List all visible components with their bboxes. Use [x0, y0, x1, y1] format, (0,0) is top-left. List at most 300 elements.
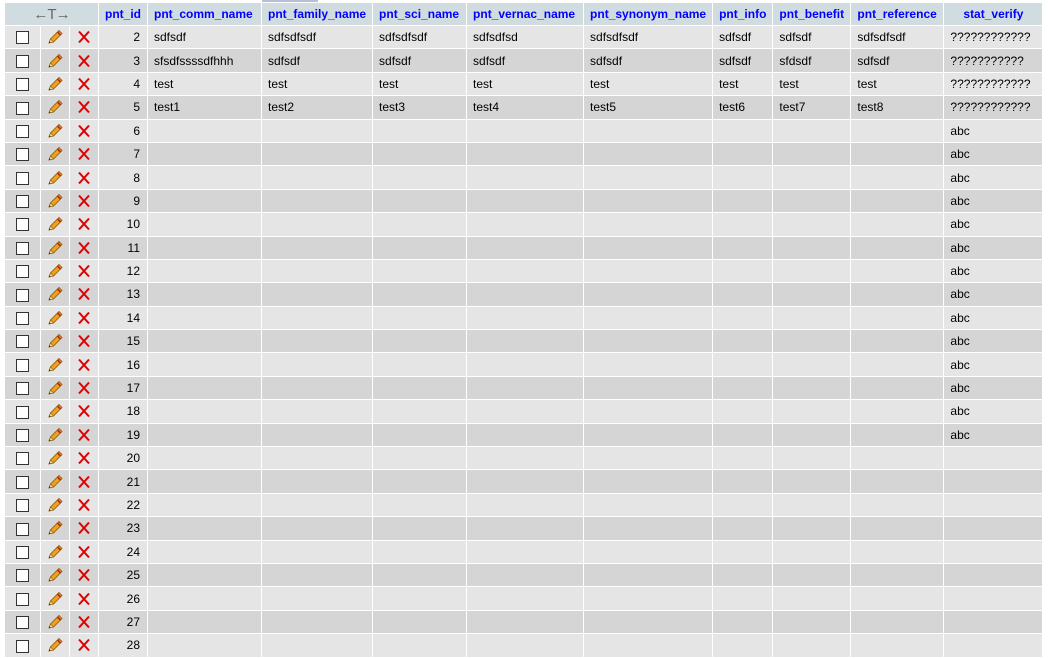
- row-checkbox[interactable]: [16, 359, 29, 372]
- cell-stat-verify: [944, 470, 1042, 492]
- delete-x-icon[interactable]: [75, 544, 93, 558]
- table-row[interactable]: [5, 260, 1042, 282]
- pencil-icon[interactable]: [46, 474, 64, 488]
- cell-pnt-id: 16: [99, 353, 147, 375]
- delete-cell: [70, 470, 98, 492]
- row-checkbox-cell: [5, 49, 40, 71]
- cell-pnt-vernac-name: [467, 283, 583, 305]
- cell-pnt-reference: [851, 213, 943, 235]
- cell-pnt-comm-name: [148, 166, 261, 188]
- delete-x-icon[interactable]: [75, 146, 93, 160]
- cell-pnt-reference: [851, 237, 943, 259]
- delete-x-icon[interactable]: [75, 216, 93, 230]
- row-checkbox-cell: [5, 307, 40, 329]
- table-row[interactable]: [5, 587, 1042, 609]
- cell-pnt-family-name: [262, 400, 372, 422]
- table-row[interactable]: [5, 190, 1042, 212]
- cell-pnt-info: [713, 400, 772, 422]
- delete-x-icon[interactable]: [75, 404, 93, 418]
- edit-cell: [41, 353, 69, 375]
- delete-x-icon[interactable]: [75, 380, 93, 394]
- edit-cell: [41, 517, 69, 539]
- column-header-pnt-reference[interactable]: pnt_reference: [851, 3, 943, 25]
- cell-pnt-benefit: test: [773, 73, 850, 95]
- cell-pnt-benefit: [773, 541, 850, 563]
- table-row[interactable]: [5, 49, 1042, 71]
- cell-pnt-sci-name: [373, 470, 466, 492]
- cell-pnt-family-name: [262, 120, 372, 142]
- delete-x-icon[interactable]: [75, 427, 93, 441]
- cell-pnt-reference: [851, 494, 943, 516]
- delete-x-icon[interactable]: [75, 53, 93, 67]
- delete-x-icon[interactable]: [75, 263, 93, 277]
- cell-stat-verify: ???????????: [944, 49, 1042, 71]
- pencil-icon[interactable]: [46, 53, 64, 67]
- row-checkbox[interactable]: [16, 55, 29, 68]
- pencil-icon[interactable]: [46, 287, 64, 301]
- delete-x-icon[interactable]: [75, 450, 93, 464]
- cell-pnt-family-name: [262, 283, 372, 305]
- pencil-icon[interactable]: [46, 216, 64, 230]
- table-row[interactable]: [5, 541, 1042, 563]
- cell-pnt-id: 5: [99, 96, 147, 118]
- cell-pnt-comm-name: [148, 447, 261, 469]
- row-checkbox-cell: [5, 470, 40, 492]
- cell-pnt-vernac-name: test: [467, 73, 583, 95]
- cell-pnt-reference: [851, 330, 943, 352]
- pencil-icon[interactable]: [46, 146, 64, 160]
- delete-cell: [70, 307, 98, 329]
- cell-stat-verify: abc: [944, 143, 1042, 165]
- row-checkbox[interactable]: [16, 406, 29, 419]
- cell-pnt-comm-name: [148, 190, 261, 212]
- pencil-icon[interactable]: [46, 614, 64, 628]
- table-row[interactable]: [5, 213, 1042, 235]
- row-checkbox[interactable]: [16, 569, 29, 582]
- cell-pnt-vernac-name: [467, 213, 583, 235]
- cell-pnt-benefit: [773, 330, 850, 352]
- delete-cell: [70, 353, 98, 375]
- cell-pnt-id: 22: [99, 494, 147, 516]
- row-checkbox[interactable]: [16, 429, 29, 442]
- cell-pnt-reference: [851, 517, 943, 539]
- table-row[interactable]: [5, 377, 1042, 399]
- delete-x-icon[interactable]: [75, 29, 93, 43]
- table-row[interactable]: [5, 237, 1042, 259]
- cell-pnt-vernac-name: [467, 564, 583, 586]
- table-row[interactable]: [5, 143, 1042, 165]
- cell-pnt-benefit: [773, 353, 850, 375]
- row-checkbox-cell: [5, 283, 40, 305]
- delete-cell: [70, 634, 98, 656]
- delete-cell: [70, 330, 98, 352]
- cell-pnt-synonym-name: sdfsdfsdf: [584, 26, 712, 48]
- cell-pnt-vernac-name: sdfsdf: [467, 49, 583, 71]
- edit-cell: [41, 634, 69, 656]
- delete-x-icon[interactable]: [75, 638, 93, 652]
- pencil-icon[interactable]: [46, 497, 64, 511]
- row-checkbox-cell: [5, 237, 40, 259]
- cell-pnt-sci-name: [373, 424, 466, 446]
- row-checkbox[interactable]: [16, 31, 29, 44]
- cell-pnt-benefit: [773, 517, 850, 539]
- cell-pnt-comm-name: test: [148, 73, 261, 95]
- cell-pnt-info: [713, 237, 772, 259]
- cell-pnt-benefit: [773, 307, 850, 329]
- cell-pnt-id: 18: [99, 400, 147, 422]
- cell-stat-verify: ????????????: [944, 96, 1042, 118]
- pencil-icon[interactable]: [46, 380, 64, 394]
- delete-x-icon[interactable]: [75, 193, 93, 207]
- edit-cell: [41, 377, 69, 399]
- pencil-icon[interactable]: [46, 521, 64, 535]
- pencil-icon[interactable]: [46, 76, 64, 90]
- pencil-icon[interactable]: [46, 357, 64, 371]
- row-checkbox[interactable]: [16, 382, 29, 395]
- cell-pnt-reference: [851, 377, 943, 399]
- delete-x-icon[interactable]: [75, 521, 93, 535]
- cell-pnt-sci-name: [373, 213, 466, 235]
- pencil-icon[interactable]: [46, 193, 64, 207]
- table-row[interactable]: [5, 120, 1042, 142]
- cell-pnt-family-name: [262, 611, 372, 633]
- edit-cell: [41, 541, 69, 563]
- cell-pnt-benefit: sdfsdf: [773, 26, 850, 48]
- pencil-icon[interactable]: [46, 100, 64, 114]
- row-checkbox[interactable]: [16, 265, 29, 278]
- delete-cell: [70, 424, 98, 446]
- cell-pnt-family-name: [262, 377, 372, 399]
- row-checkbox[interactable]: [16, 218, 29, 231]
- cell-pnt-synonym-name: [584, 237, 712, 259]
- cell-pnt-id: 3: [99, 49, 147, 71]
- delete-x-icon[interactable]: [75, 310, 93, 324]
- cell-pnt-reference: test: [851, 73, 943, 95]
- cell-pnt-id: 12: [99, 260, 147, 282]
- row-checkbox[interactable]: [16, 593, 29, 606]
- cell-pnt-id: 26: [99, 587, 147, 609]
- cell-pnt-family-name: [262, 353, 372, 375]
- delete-x-icon[interactable]: [75, 357, 93, 371]
- delete-cell: [70, 611, 98, 633]
- row-checkbox[interactable]: [16, 616, 29, 629]
- row-checkbox[interactable]: [16, 546, 29, 559]
- cell-pnt-info: [713, 611, 772, 633]
- cell-pnt-reference: [851, 353, 943, 375]
- cell-pnt-benefit: [773, 447, 850, 469]
- row-checkbox-cell: [5, 213, 40, 235]
- delete-x-icon[interactable]: [75, 240, 93, 254]
- pencil-icon[interactable]: [46, 567, 64, 581]
- column-header-pnt-id[interactable]: pnt_id: [99, 3, 147, 25]
- delete-x-icon[interactable]: [75, 591, 93, 605]
- column-header-stat-verify[interactable]: stat_verify: [944, 3, 1042, 25]
- cell-pnt-synonym-name: [584, 353, 712, 375]
- column-header-pnt-benefit[interactable]: pnt_benefit: [773, 3, 850, 25]
- cell-pnt-info: [713, 587, 772, 609]
- delete-cell: [70, 377, 98, 399]
- cell-pnt-sci-name: [373, 447, 466, 469]
- cell-pnt-reference: [851, 424, 943, 446]
- row-checkbox[interactable]: [16, 476, 29, 489]
- cell-pnt-reference: sdfsdfsdf: [851, 26, 943, 48]
- cell-pnt-comm-name: [148, 634, 261, 656]
- cell-pnt-comm-name: [148, 564, 261, 586]
- cell-pnt-synonym-name: [584, 564, 712, 586]
- cell-pnt-sci-name: [373, 166, 466, 188]
- delete-cell: [70, 447, 98, 469]
- cell-pnt-comm-name: sdfsdf: [148, 26, 261, 48]
- table-row[interactable]: [5, 283, 1042, 305]
- cell-pnt-comm-name: [148, 330, 261, 352]
- delete-x-icon[interactable]: [75, 497, 93, 511]
- cell-pnt-synonym-name: [584, 400, 712, 422]
- pencil-icon[interactable]: [46, 29, 64, 43]
- cell-pnt-vernac-name: sdfsdfsd: [467, 26, 583, 48]
- cell-pnt-comm-name: [148, 307, 261, 329]
- cell-pnt-family-name: [262, 541, 372, 563]
- cell-pnt-sci-name: [373, 283, 466, 305]
- row-checkbox[interactable]: [16, 102, 29, 115]
- cell-pnt-vernac-name: [467, 307, 583, 329]
- row-checkbox[interactable]: [16, 499, 29, 512]
- pencil-icon[interactable]: [46, 427, 64, 441]
- cell-pnt-info: sdfsdf: [713, 26, 772, 48]
- pencil-icon[interactable]: [46, 123, 64, 137]
- cell-pnt-vernac-name: [467, 587, 583, 609]
- table-row[interactable]: [5, 517, 1042, 539]
- cell-pnt-vernac-name: [467, 260, 583, 282]
- cell-pnt-info: test6: [713, 96, 772, 118]
- row-checkbox-cell: [5, 634, 40, 656]
- cell-pnt-synonym-name: [584, 517, 712, 539]
- edit-cell: [41, 494, 69, 516]
- row-checkbox[interactable]: [16, 125, 29, 138]
- edit-cell: [41, 49, 69, 71]
- cell-pnt-info: [713, 470, 772, 492]
- cell-pnt-sci-name: [373, 260, 466, 282]
- column-header-pnt-sci-name[interactable]: pnt_sci_name: [373, 3, 466, 25]
- cell-pnt-vernac-name: [467, 611, 583, 633]
- delete-cell: [70, 120, 98, 142]
- cell-pnt-sci-name: [373, 377, 466, 399]
- table-row[interactable]: [5, 400, 1042, 422]
- table-row[interactable]: [5, 447, 1042, 469]
- cell-pnt-id: 4: [99, 73, 147, 95]
- cell-stat-verify: [944, 564, 1042, 586]
- row-checkbox[interactable]: [16, 640, 29, 653]
- header-row: [5, 3, 1042, 25]
- column-header-pnt-family-name[interactable]: pnt_family_name: [262, 3, 372, 25]
- row-checkbox-cell: [5, 494, 40, 516]
- edit-cell: [41, 470, 69, 492]
- table-row[interactable]: [5, 330, 1042, 352]
- row-checkbox-cell: [5, 190, 40, 212]
- edit-cell: [41, 237, 69, 259]
- cell-pnt-comm-name: [148, 494, 261, 516]
- results-table: [4, 2, 1043, 658]
- table-row[interactable]: [5, 73, 1042, 95]
- row-checkbox[interactable]: [16, 148, 29, 161]
- cell-pnt-id: 8: [99, 166, 147, 188]
- row-checkbox-cell: [5, 353, 40, 375]
- table-row[interactable]: [5, 353, 1042, 375]
- delete-x-icon[interactable]: [75, 567, 93, 581]
- cell-stat-verify: [944, 611, 1042, 633]
- table-row[interactable]: [5, 307, 1042, 329]
- delete-cell: [70, 283, 98, 305]
- table-row[interactable]: [5, 26, 1042, 48]
- cell-pnt-info: [713, 541, 772, 563]
- cell-pnt-id: 2: [99, 26, 147, 48]
- cell-pnt-reference: [851, 283, 943, 305]
- pencil-icon[interactable]: [46, 544, 64, 558]
- cell-pnt-benefit: [773, 283, 850, 305]
- row-checkbox[interactable]: [16, 195, 29, 208]
- table-row[interactable]: [5, 494, 1042, 516]
- edit-cell: [41, 143, 69, 165]
- cell-pnt-comm-name: [148, 470, 261, 492]
- row-checkbox[interactable]: [16, 312, 29, 325]
- pencil-icon[interactable]: [46, 333, 64, 347]
- cell-pnt-info: [713, 330, 772, 352]
- cell-pnt-info: [713, 166, 772, 188]
- cell-pnt-info: sdfsdf: [713, 49, 772, 71]
- cell-pnt-info: [713, 190, 772, 212]
- cell-pnt-comm-name: [148, 611, 261, 633]
- cell-pnt-vernac-name: [467, 377, 583, 399]
- delete-x-icon[interactable]: [75, 474, 93, 488]
- delete-cell: [70, 541, 98, 563]
- pencil-icon[interactable]: [46, 240, 64, 254]
- pencil-icon[interactable]: [46, 170, 64, 184]
- cell-pnt-comm-name: [148, 283, 261, 305]
- cell-pnt-family-name: [262, 143, 372, 165]
- column-header-pnt-info[interactable]: pnt_info: [713, 3, 772, 25]
- pencil-icon[interactable]: [46, 591, 64, 605]
- pencil-icon[interactable]: [46, 638, 64, 652]
- cell-pnt-comm-name: [148, 517, 261, 539]
- cell-pnt-benefit: [773, 143, 850, 165]
- column-order-arrows[interactable]: [5, 3, 98, 25]
- cell-pnt-id: 9: [99, 190, 147, 212]
- cell-pnt-info: [713, 213, 772, 235]
- delete-x-icon[interactable]: [75, 614, 93, 628]
- table-row[interactable]: [5, 96, 1042, 118]
- column-header-pnt-comm-name[interactable]: pnt_comm_name: [148, 3, 261, 25]
- row-checkbox-cell: [5, 96, 40, 118]
- cell-pnt-comm-name: [148, 237, 261, 259]
- cell-pnt-sci-name: [373, 190, 466, 212]
- cell-pnt-sci-name: sdfsdfsdf: [373, 26, 466, 48]
- pencil-icon[interactable]: [46, 450, 64, 464]
- cell-stat-verify: ????????????: [944, 73, 1042, 95]
- pencil-icon[interactable]: [46, 404, 64, 418]
- cell-pnt-reference: [851, 564, 943, 586]
- pencil-icon[interactable]: [46, 310, 64, 324]
- cell-pnt-synonym-name: [584, 166, 712, 188]
- cell-pnt-reference: sdfsdf: [851, 49, 943, 71]
- cell-pnt-reference: [851, 166, 943, 188]
- cell-pnt-benefit: [773, 634, 850, 656]
- cell-pnt-benefit: [773, 564, 850, 586]
- cell-pnt-benefit: [773, 587, 850, 609]
- cell-pnt-family-name: test2: [262, 96, 372, 118]
- cell-pnt-family-name: sdfsdf: [262, 49, 372, 71]
- table-row[interactable]: [5, 611, 1042, 633]
- delete-x-icon[interactable]: [75, 76, 93, 90]
- column-header-pnt-synonym-name[interactable]: pnt_synonym_name: [584, 3, 712, 25]
- pencil-icon[interactable]: [46, 263, 64, 277]
- row-checkbox[interactable]: [16, 523, 29, 536]
- delete-x-icon[interactable]: [75, 287, 93, 301]
- row-checkbox-cell: [5, 143, 40, 165]
- cell-pnt-benefit: [773, 120, 850, 142]
- table-row[interactable]: [5, 166, 1042, 188]
- cell-pnt-sci-name: [373, 143, 466, 165]
- delete-cell: [70, 494, 98, 516]
- cell-pnt-synonym-name: [584, 260, 712, 282]
- cell-pnt-synonym-name: [584, 120, 712, 142]
- row-checkbox[interactable]: [16, 78, 29, 91]
- edit-cell: [41, 307, 69, 329]
- cell-pnt-reference: [851, 634, 943, 656]
- cell-stat-verify: [944, 517, 1042, 539]
- cell-stat-verify: abc: [944, 377, 1042, 399]
- cell-pnt-synonym-name: [584, 307, 712, 329]
- edit-cell: [41, 26, 69, 48]
- delete-x-icon[interactable]: [75, 333, 93, 347]
- row-checkbox-cell: [5, 120, 40, 142]
- edit-cell: [41, 283, 69, 305]
- cell-pnt-benefit: [773, 470, 850, 492]
- table-row[interactable]: [5, 564, 1042, 586]
- row-checkbox[interactable]: [16, 289, 29, 302]
- delete-cell: [70, 260, 98, 282]
- cell-pnt-synonym-name: [584, 587, 712, 609]
- table-row[interactable]: [5, 470, 1042, 492]
- row-checkbox-cell: [5, 447, 40, 469]
- cell-pnt-reference: [851, 541, 943, 563]
- row-checkbox-cell: [5, 611, 40, 633]
- cell-pnt-benefit: test7: [773, 96, 850, 118]
- delete-x-icon[interactable]: [75, 123, 93, 137]
- cell-pnt-info: [713, 447, 772, 469]
- table-row[interactable]: [5, 424, 1042, 446]
- cell-pnt-family-name: [262, 166, 372, 188]
- cell-pnt-id: 23: [99, 517, 147, 539]
- row-checkbox[interactable]: [16, 452, 29, 465]
- column-header-pnt-vernac-name[interactable]: pnt_vernac_name: [467, 3, 583, 25]
- cell-stat-verify: abc: [944, 424, 1042, 446]
- row-checkbox[interactable]: [16, 242, 29, 255]
- delete-x-icon[interactable]: [75, 170, 93, 184]
- cell-stat-verify: abc: [944, 330, 1042, 352]
- delete-cell: [70, 73, 98, 95]
- cell-pnt-benefit: [773, 400, 850, 422]
- cell-pnt-family-name: [262, 330, 372, 352]
- cell-pnt-vernac-name: [467, 541, 583, 563]
- table-row[interactable]: [5, 634, 1042, 656]
- cell-pnt-id: 10: [99, 213, 147, 235]
- row-checkbox[interactable]: [16, 335, 29, 348]
- delete-x-icon[interactable]: [75, 100, 93, 114]
- cell-stat-verify: abc: [944, 400, 1042, 422]
- row-checkbox[interactable]: [16, 172, 29, 185]
- arrows-label: ←T→: [33, 5, 70, 23]
- cell-pnt-vernac-name: [467, 330, 583, 352]
- cell-pnt-benefit: [773, 237, 850, 259]
